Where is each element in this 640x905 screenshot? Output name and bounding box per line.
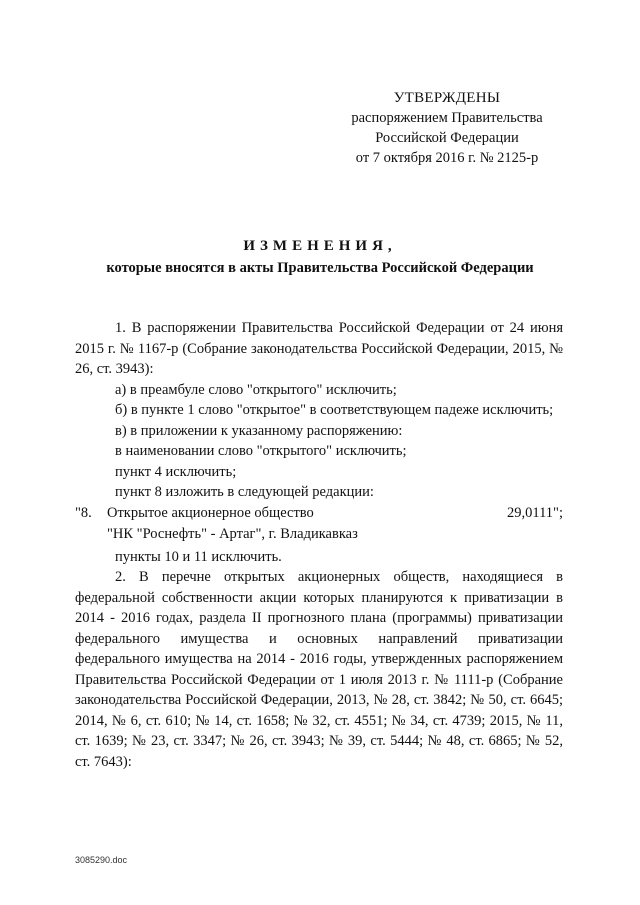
paragraph-1c-1: в наименовании слово "открытого" исключить; <box>115 443 407 459</box>
document-body <box>75 318 563 772</box>
approval-stamp <box>330 88 564 168</box>
paragraph-1c-2: пункт 4 исключить; <box>115 463 237 480</box>
entry-value: 29,0111"; <box>507 504 563 521</box>
paragraph-1: 1. В распоряжении Правительства Российской Федерации от 24 июня 2015 г. № 1167-р (Собрание законодательства Российской Федерации, 2015, № 26, ст. 3943): <box>75 320 563 377</box>
approval-line-2: Российской Федерации <box>375 130 519 146</box>
paragraph-1d: пункты 10 и 11 исключить. <box>115 548 282 565</box>
document-subtitle: которые вносятся в акты Правительства Российской Федерации <box>106 260 534 276</box>
list-entry-8 <box>75 503 563 547</box>
file-name-footer: 3085290.doc <box>75 855 128 865</box>
approval-heading: УТВЕРЖДЕНЫ <box>393 90 501 106</box>
paragraph-2: 2. В перечне открытых акционерных обществ, находящиеся в федеральной собственности акции которых планируются к приватизации в 2014 - 2016 годах, раздела II прогнозного плана (программы) приватизации федерального имущества и основных направлений приватизации федерального имущества на 2014 - 2016 годы, утвержденных распоряжением Правительства Российской Федерации от 1 июля 2013 г. № 1111-р (Собрание законодательства Российской Федерации, 2013, № 28, ст. 3842; № 50, ст. 6645; 2014, № 6, ст. 610; № 14, ст. 1658; № 32, ст. 4551; № 34, ст. 4739; 2015, № 11, ст. 1639; № 23, ст. 3347; № 26, ст. 3943; № 39, ст. 5444; № 48, ст. 6865; № 52, ст. 7643): <box>75 569 563 770</box>
approval-line-1: распоряжением Правительства <box>351 110 543 126</box>
entry-name-line-2: "НК "Роснефть" - Артаг", г. Владикавказ <box>107 525 358 542</box>
paragraph-1c-3: пункт 8 изложить в следующей редакции: <box>115 484 374 500</box>
paragraph-1a: а) в преамбуле слово "открытого" исключить; <box>115 381 397 398</box>
paragraph-1b: б) в пункте 1 слово "открытое" в соответствующем падеже исключить; <box>115 402 554 418</box>
paragraph-1c: в) в приложении к указанному распоряжению: <box>115 422 403 439</box>
entry-number: "8. <box>75 504 92 521</box>
entry-name-line-1: Открытое акционерное общество <box>107 504 314 521</box>
approval-line-3: от 7 октября 2016 г. № 2125-р <box>355 150 539 166</box>
document-title: ИЗМЕНЕНИЯ, <box>243 238 397 254</box>
